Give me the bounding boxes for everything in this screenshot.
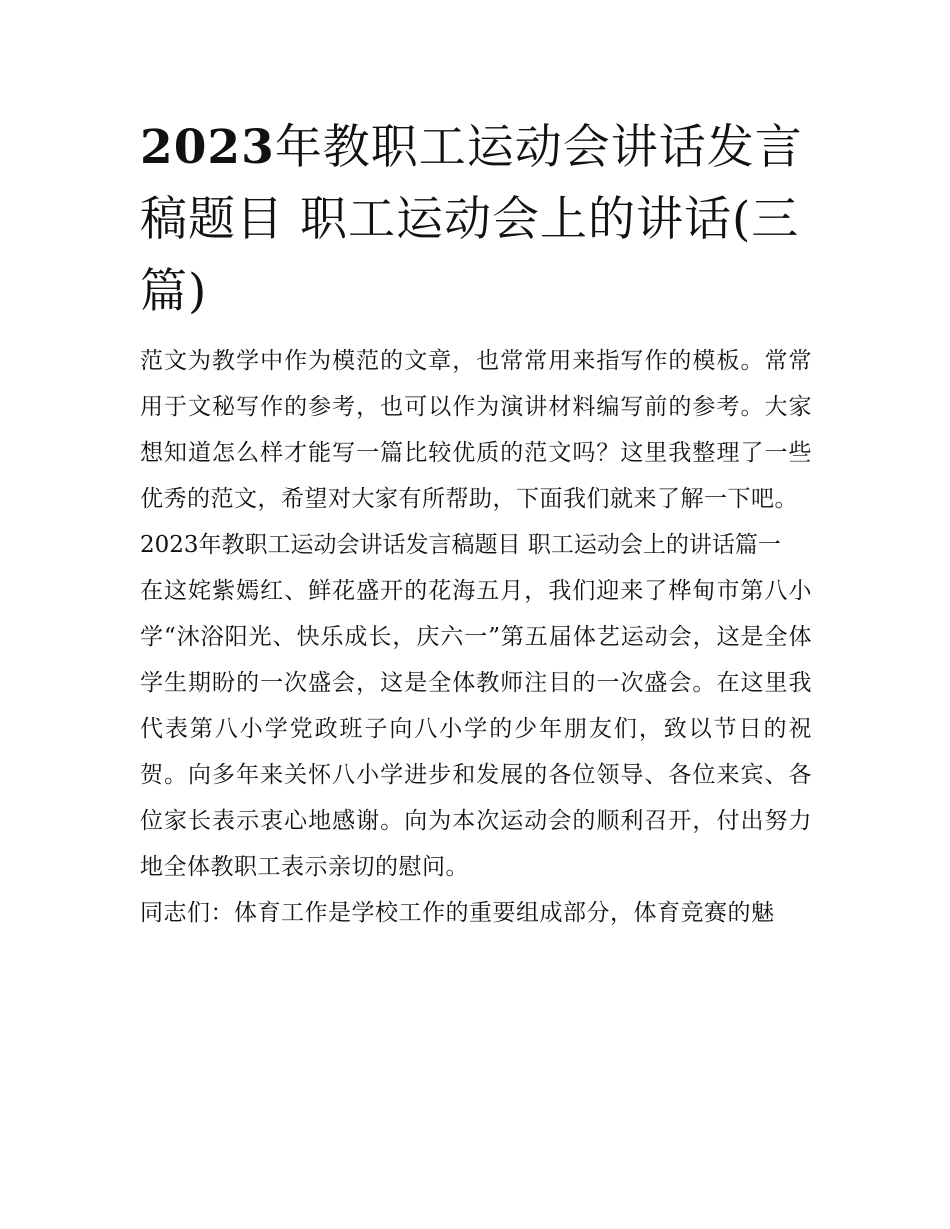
document-page [140, 112, 812, 936]
title-text: 年教职工运动会讲话发言稿题目 职工运动会上的讲话(三篇) [140, 120, 803, 319]
document-title [140, 112, 812, 328]
intro-paragraph: 范文为教学中作为模范的文章，也常常用来指写作的模板。常常用于文秘写作的参考，也可以作为演讲材料编写前的参考。大家想知道怎么样才能写一篇比较优质的范文吗？这里我整理了一些优秀的范文，希望对大家有所帮助，下面我们就来了解一下吧。 [140, 348, 812, 512]
body-paragraph: 在这姹紫嫣红、鲜花盛开的花海五月，我们迎来了桦甸市第八小学“沐浴阳光、快乐成长，庆六一”第五届体艺运动会，这是全体学生期盼的一次盛会，这是全体教师注目的一次盛会。在这里我代表第八小学党政班子向八小学的少年朋友们，致以节日的祝贺。向多年来关怀八小学进步和发展的各位领导、各位来宾、各位家长表示衷心地感谢。向为本次运动会的顺利召开，付出努力地全体教职工表示亲切的慰问。 [140, 578, 812, 880]
title-year: 2023 [140, 120, 275, 175]
section-heading: 2023年教职工运动会讲话发言稿题目 职工运动会上的讲话篇一 [140, 532, 781, 558]
body-paragraph: 同志们：体育工作是学校工作的重要组成部分，体育竞赛的魅 [140, 900, 775, 926]
